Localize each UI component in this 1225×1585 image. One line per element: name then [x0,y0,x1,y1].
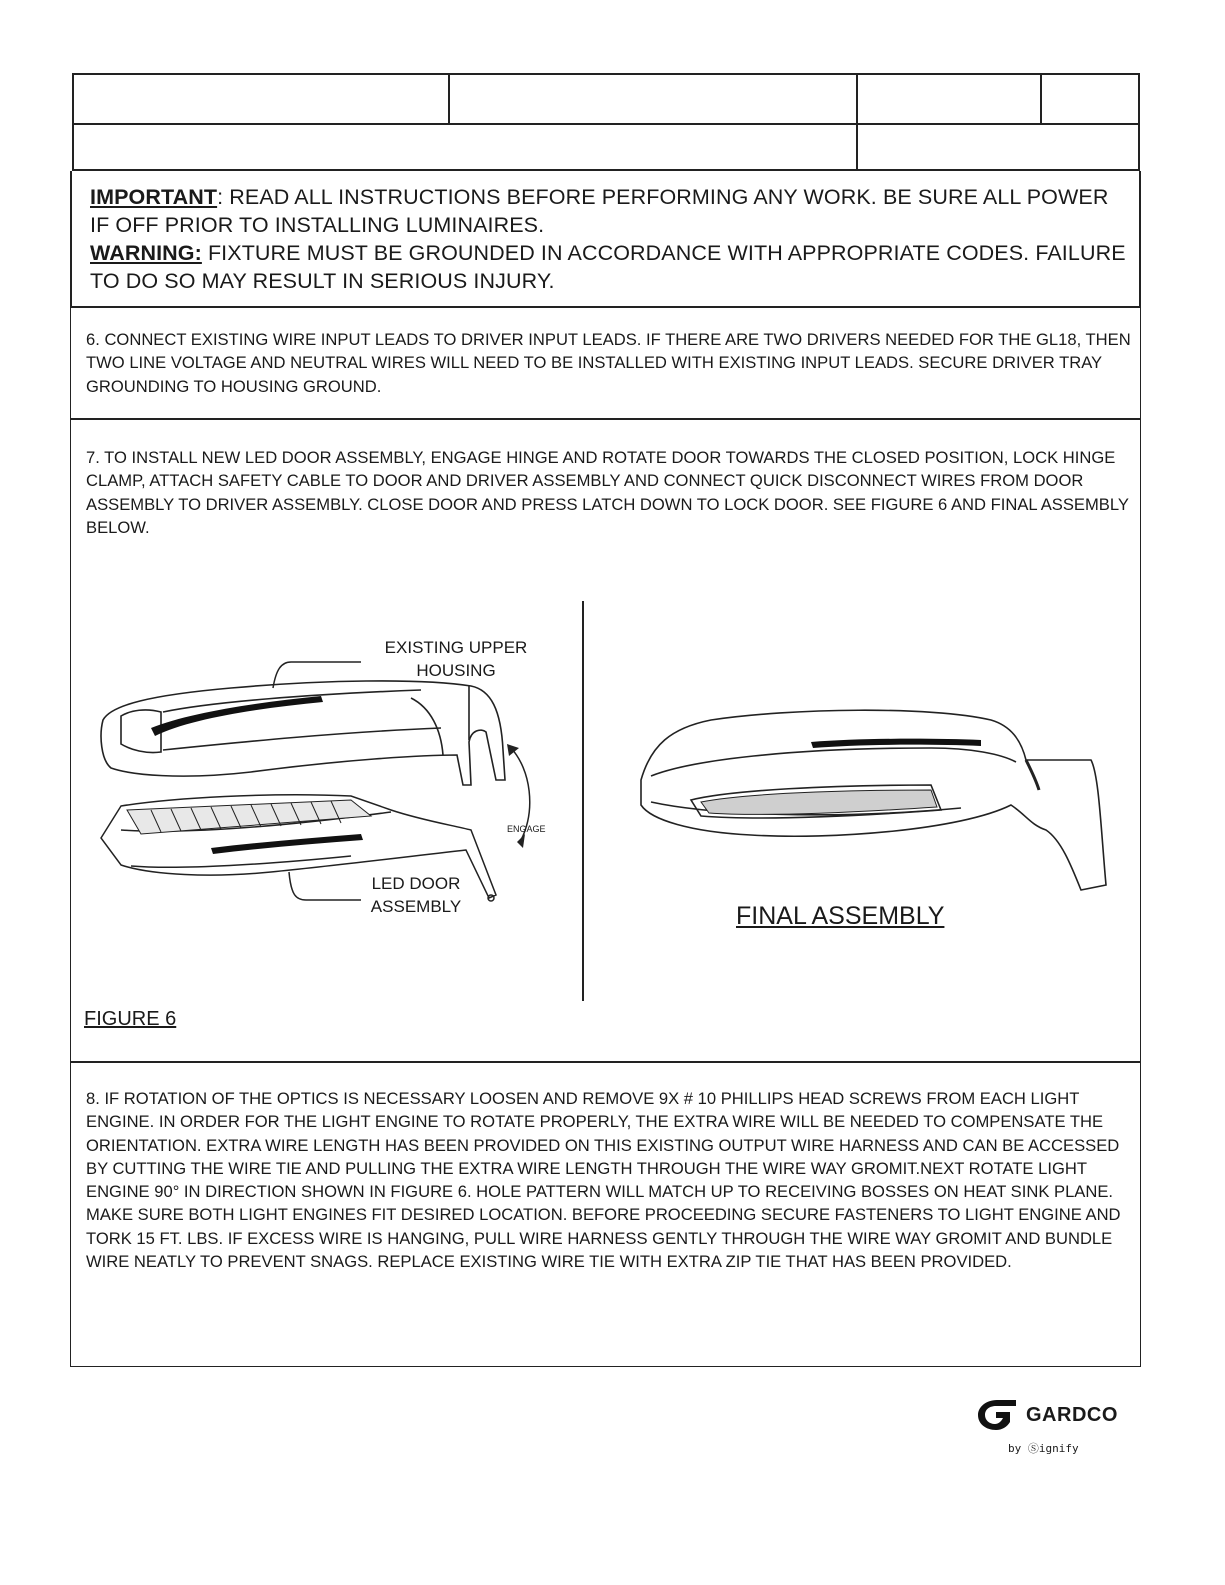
final-assembly-illustration [631,690,1111,900]
warning-label: WARNING: [90,241,202,265]
important-text: : READ ALL INSTRUCTIONS BEFORE PERFORMING ANY WORK. BE SURE ALL POWER IF OFF PRIOR TO INSTALLING LUMINAIRES. [90,185,1109,237]
step-7-section [70,419,1141,1062]
label-housing-line-2: HOUSING [416,661,496,680]
gardco-logo [976,1398,1116,1458]
title-cell-5 [74,123,858,169]
signify-byline: by Ⓢignify [1008,1442,1079,1455]
final-assembly-title: FINAL ASSEMBLY [736,902,945,930]
step-8-text: 8. IF ROTATION OF THE OPTICS IS NECESSARY LOOSEN AND REMOVE 9X # 10 PHILLIPS HEAD SCREWS FROM EACH LIGHT ENGINE. IN ORDER FOR THE LIGHT ENGINE TO ROTATE PROPERLY, THE EXTRA WIRE WILL BE NEEDED TO COMPENSATE THE ORIENTATION. EXTRA WIRE LENGTH HAS BEEN PROVIDED ON THIS EXISTING OUTPUT WIRE HARNESS AND CAN BE ACCESSED BY CUTTING THE WIRE TIE AND PULLING THE EXTRA WIRE LENGTH THROUGH THE WIRE WAY GROMIT.NEXT ROTATE LIGHT ENGINE 90° IN DIRECTION SHOWN IN FIGURE 6. HOLE PATTERN WILL MATCH UP TO RECEIVING BOSSES ON HEAT SINK PLANE. MAKE SURE BOTH LIGHT ENGINES FIT DESIRED LOCATION. BEFORE PROCEEDING SECURE FASTENERS TO LIGHT ENGINE AND TORK 15 FT. LBS. IF EXCESS WIRE IS HANGING, PULL WIRE HARNESS GENTLY THROUGH THE WIRE WAY GROMIT AND BUNDLE WIRE NEATLY TO PREVENT SNAGS. REPLACE EXISTING WIRE TIE WITH EXTRA ZIP TIE THAT HAS BEEN PROVIDED. [86,1089,1121,1272]
step-6-text: 6. CONNECT EXISTING WIRE INPUT LEADS TO DRIVER INPUT LEADS. IF THERE ARE TWO DRIVERS NEEDED FOR THE GL18, THEN TWO LINE VOLTAGE AND NEUTRAL WIRES WILL NEED TO BE INSTALLED WITH EXISTING INPUT LEADS. SECURE DRIVER TRAY GROUNDING TO HOUSING GROUND. [86,330,1131,396]
final-vent-band [811,739,981,748]
title-cell-6 [856,123,1138,169]
gardco-brand-name: GARDCO [1026,1404,1118,1426]
title-cell-4 [1040,75,1138,123]
title-cell-2 [448,75,858,123]
label-door-line-1: LED DOOR [371,874,461,893]
figure-6-title: FIGURE 6 [84,1008,177,1030]
door-vent-band [211,834,363,854]
title-block-row-2 [74,123,1138,169]
label-engage: ENGAGE [507,824,546,834]
led-array-drawing [127,800,371,834]
figure-divider [582,601,584,1001]
safety-notice [70,171,1141,307]
step-8-section [70,1062,1141,1367]
label-led-door-assembly [341,872,491,918]
step-7-text: 7. TO INSTALL NEW LED DOOR ASSEMBLY, ENGAGE HINGE AND ROTATE DOOR TOWARDS THE CLOSED POSITION, LOCK HINGE CLAMP, ATTACH SAFETY CABLE TO DOOR AND DRIVER ASSEMBLY AND CONNECT QUICK DISCONNECT WIRES FROM DOOR ASSEMBLY TO DRIVER ASSEMBLY. CLOSE DOOR AND PRESS LATCH DOWN TO LOCK DOOR. SEE FIGURE 6 AND FINAL ASSEMBLY BELOW. [86,448,1129,537]
title-cell-3 [856,75,1042,123]
step-6-section [70,307,1141,419]
title-block-row-1 [74,75,1138,125]
label-existing-upper-housing [361,636,551,682]
important-label: IMPORTANT [90,185,218,209]
label-door-line-2: ASSEMBLY [370,897,462,916]
title-cell-1 [74,75,450,123]
warning-text: FIXTURE MUST BE GROUNDED IN ACCORDANCE WITH APPROPRIATE CODES. FAILURE TO DO SO MAY RESULT IN SERIOUS INJURY. [90,241,1126,293]
upper-housing-drawing [101,681,505,785]
label-housing-line-1: EXISTING UPPER [384,638,528,657]
title-block [72,73,1140,171]
safety-notice-text [90,183,1130,295]
gardco-g-icon [976,1398,1018,1432]
